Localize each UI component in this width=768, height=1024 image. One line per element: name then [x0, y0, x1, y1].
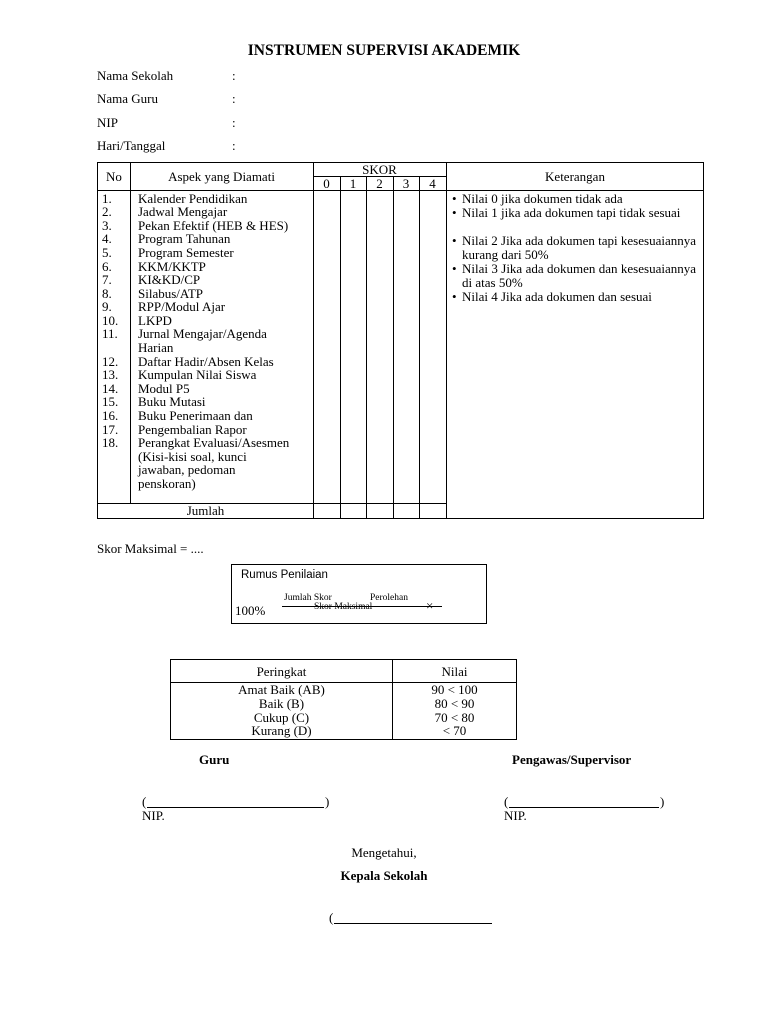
guru-label: Guru — [199, 752, 230, 767]
item-text: Perangkat Evaluasi/Asesmen — [138, 435, 290, 450]
header-score-1: 1 — [349, 176, 357, 191]
item-number: 16. — [102, 408, 119, 423]
keterangan-text: Nilai 3 Jika ada dokumen dan kesesuaiannya di atas 50% — [462, 261, 696, 290]
item-number: 10. — [102, 313, 119, 328]
table-divider — [366, 177, 367, 518]
bullet-icon: • — [452, 205, 457, 220]
keterangan-text: Nilai 0 jika dokumen tidak ada — [462, 191, 623, 206]
item-text: Buku Mutasi — [138, 394, 206, 409]
document-title: INSTRUMEN SUPERVISI AKADEMIK — [247, 42, 521, 59]
keterangan-item — [452, 206, 696, 220]
grade-nilai: 90 < 100 — [431, 682, 478, 697]
header-score-0: 0 — [323, 176, 330, 191]
jumlah-label: Jumlah — [186, 503, 225, 518]
item-text: Kumpulan Nilai Siswa — [138, 367, 257, 382]
table-divider — [313, 163, 314, 518]
item-text: (Kisi-kisi soal, kunci — [138, 449, 247, 464]
formula-numerator-left: Jumlah Skor — [284, 593, 332, 603]
formula-numerator-right: Perolehan — [370, 593, 408, 603]
item-text: KKM/KKTP — [138, 259, 206, 274]
item-text: penskoran) — [138, 476, 196, 491]
header-keterangan: Keterangan — [545, 169, 605, 184]
grade-header-peringkat: Peringkat — [256, 664, 307, 679]
times-icon: × — [426, 598, 434, 613]
item-number: 13. — [102, 367, 119, 382]
item-text: Jadwal Mengajar — [138, 204, 228, 219]
field-colon: : — [232, 68, 236, 83]
header-skor: SKOR — [362, 162, 397, 177]
kepala-signature-line — [334, 923, 492, 924]
formula-box — [231, 564, 487, 624]
item-text: Kalender Pendidikan — [138, 191, 248, 206]
table-divider — [340, 177, 341, 518]
item-text: Jurnal Mengajar/Agenda — [138, 326, 267, 341]
item-text: LKPD — [138, 313, 172, 328]
bullet-icon: • — [452, 289, 457, 304]
field-label-nama-sekolah: Nama Sekolah — [97, 68, 174, 83]
grade-header-nilai: Nilai — [441, 664, 468, 679]
grade-nilai: 70 < 80 — [434, 710, 475, 725]
item-number: 5. — [102, 245, 112, 260]
keterangan-text: Nilai 4 Jika ada dokumen dan sesuai — [462, 289, 652, 304]
header-score-4: 4 — [429, 176, 436, 191]
formula-denominator: Skor Maksimal — [314, 602, 373, 612]
item-number: 9. — [102, 299, 112, 314]
grade-peringkat: Baik (B) — [258, 696, 305, 711]
keterangan-item — [452, 192, 696, 206]
item-text: Silabus/ATP — [138, 286, 204, 301]
item-number: 15. — [102, 394, 119, 409]
bullet-icon: • — [452, 233, 457, 248]
keterangan-text: Nilai 2 Jika ada dokumen tapi kesesuaiannya kurang dari 50% — [462, 233, 696, 262]
header-score-2: 2 — [376, 176, 383, 191]
formula-heading: Rumus Penilaian — [241, 569, 328, 581]
guru-signature-close: ) — [325, 794, 330, 809]
pengawas-nip: NIP. — [504, 808, 527, 823]
item-number: 3. — [102, 218, 112, 233]
table-divider — [419, 177, 420, 518]
grade-peringkat: Cukup (C) — [253, 710, 310, 725]
supervision-table — [97, 162, 704, 519]
item-text: Program Semester — [138, 245, 234, 260]
item-number: 12. — [102, 354, 119, 369]
item-number: 8. — [102, 286, 112, 301]
grade-nilai: 80 < 90 — [434, 696, 475, 711]
item-text: Harian — [138, 340, 174, 355]
mengetahui-label: Mengetahui, — [351, 845, 417, 860]
table-divider — [130, 163, 131, 504]
item-number: 6. — [102, 259, 112, 274]
guru-signature-line — [147, 807, 324, 808]
keterangan-text: Nilai 1 jika ada dokumen tapi tidak sesuai — [462, 205, 681, 220]
field-label-hari-tanggal: Hari/Tanggal — [97, 138, 166, 153]
item-text: RPP/Modul Ajar — [138, 299, 226, 314]
item-text: Modul P5 — [138, 381, 190, 396]
formula-percent: 100% — [235, 603, 266, 618]
kepala-sekolah-label: Kepala Sekolah — [340, 868, 428, 883]
grade-peringkat: Kurang (D) — [251, 723, 312, 738]
item-number: 4. — [102, 231, 112, 246]
item-text: Pengembalian Rapor — [138, 422, 247, 437]
grade-nilai: < 70 — [442, 723, 467, 738]
skor-maksimal: Skor Maksimal = .... — [97, 541, 204, 556]
item-text: Daftar Hadir/Absen Kelas — [138, 354, 274, 369]
field-colon: : — [232, 91, 236, 106]
keterangan-item — [452, 262, 696, 290]
item-text: Pekan Efektif (HEB & HES) — [138, 218, 289, 233]
item-number: 14. — [102, 381, 119, 396]
item-number: 7. — [102, 272, 112, 287]
pengawas-signature-open: ( — [504, 794, 509, 809]
field-label-nip: NIP — [97, 115, 118, 130]
item-text: jawaban, pedoman — [138, 462, 236, 477]
item-number: 18. — [102, 435, 119, 450]
pengawas-signature-close: ) — [660, 794, 665, 809]
item-number: 17. — [102, 422, 119, 437]
pengawas-signature-line — [509, 807, 659, 808]
bullet-icon: • — [452, 261, 457, 276]
field-label-nama-guru: Nama Guru — [97, 91, 159, 106]
field-colon: : — [232, 138, 236, 153]
item-number: 2. — [102, 204, 112, 219]
field-colon: : — [232, 115, 236, 130]
keterangan-item — [452, 234, 696, 262]
header-no: No — [106, 169, 122, 184]
guru-signature-open: ( — [142, 794, 147, 809]
header-score-3: 3 — [402, 176, 410, 191]
guru-nip: NIP. — [142, 808, 165, 823]
item-text: Program Tahunan — [138, 231, 231, 246]
grade-table — [170, 659, 517, 740]
table-divider — [393, 177, 394, 518]
item-number: 11. — [102, 326, 118, 341]
item-number: 1. — [102, 191, 112, 206]
table-divider — [446, 163, 447, 518]
grade-peringkat: Amat Baik (AB) — [238, 682, 325, 697]
item-text: Buku Penerimaan dan — [138, 408, 253, 423]
kepala-signature-open: ( — [329, 910, 334, 925]
pengawas-label: Pengawas/Supervisor — [512, 752, 632, 767]
keterangan-item — [452, 290, 696, 304]
bullet-icon: • — [452, 191, 457, 206]
header-aspek: Aspek yang Diamati — [168, 169, 275, 184]
item-text: KI&KD/CP — [138, 272, 201, 287]
